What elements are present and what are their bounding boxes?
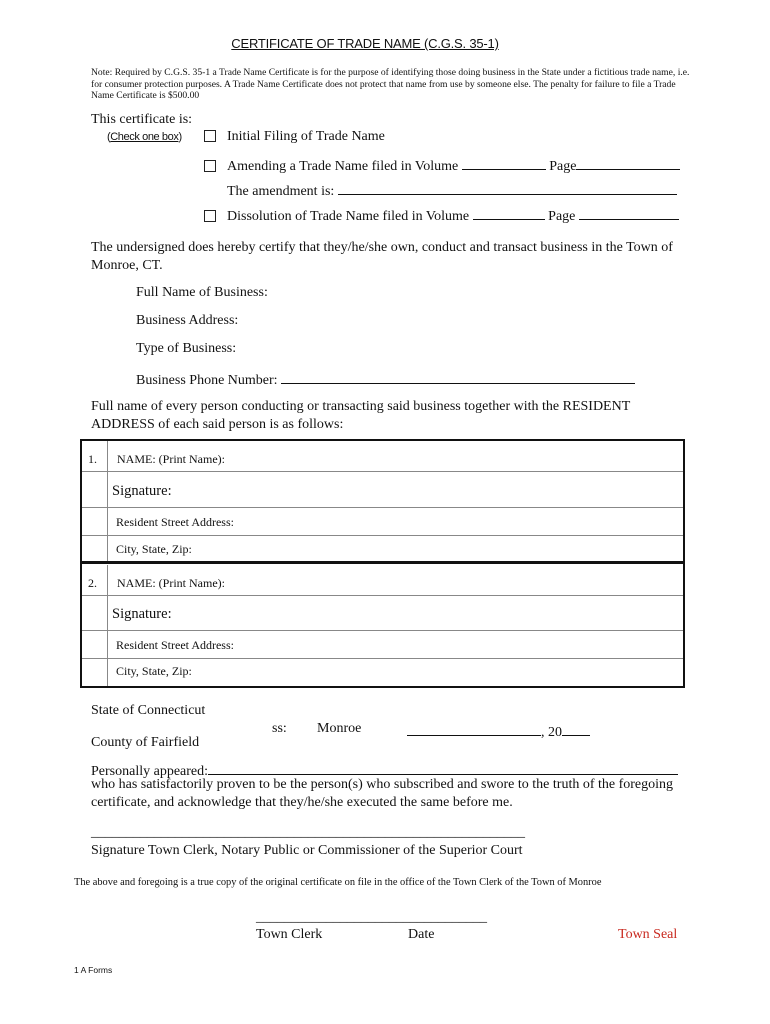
person-1-street-label: Resident Street Address:: [116, 515, 234, 529]
personally-appeared-field[interactable]: [208, 760, 678, 775]
amendment-label: The amendment is:: [227, 184, 335, 199]
person-1-name-label: NAME: (Print Name):: [117, 452, 225, 466]
business-address-label: Business Address:: [136, 313, 239, 328]
personally-appeared-label: Personally appeared:: [91, 764, 209, 779]
person-2-name-row[interactable]: [82, 565, 683, 596]
amending-row: [227, 155, 680, 175]
person-1-city-label: City, State, Zip:: [116, 542, 192, 556]
check-one-open: (: [107, 131, 111, 143]
person-2-city-label: City, State, Zip:: [116, 664, 192, 678]
date-label: Date: [408, 927, 435, 942]
check-one-close: ): [178, 131, 182, 143]
person-2-number: 2.: [88, 576, 97, 590]
town-clerk-signature-line[interactable]: _________________________________: [256, 910, 487, 925]
true-copy-text: The above and foregoing is a true copy of the original certificate on file in the office of the Town Clerk of the Town of Monroe: [74, 877, 602, 888]
amending-checkbox[interactable]: [204, 160, 216, 172]
amending-volume-field[interactable]: [462, 155, 546, 170]
notary-signature-line[interactable]: ______________________________________________________________: [91, 825, 525, 840]
business-phone-row: [136, 369, 635, 389]
business-full-name-label: Full Name of Business:: [136, 285, 268, 300]
person-2-street-row[interactable]: [82, 631, 683, 659]
amendment-field[interactable]: [338, 180, 677, 195]
certify-text: The undersigned does hereby certify that they/he/she own, conduct and transact business in the Town of Monroe, CT.: [91, 240, 673, 273]
footer-form-number: 1 A Forms: [74, 965, 113, 975]
state-label: State of Connecticut: [91, 703, 206, 718]
person-2-city-row[interactable]: [82, 659, 683, 686]
check-one-text: Check one box: [110, 131, 179, 143]
person-1-name-row[interactable]: [82, 441, 683, 472]
person-1-signature-label: Signature:: [112, 483, 172, 499]
person-2-signature-row[interactable]: [82, 596, 683, 631]
notary-year-field[interactable]: [562, 721, 590, 736]
town-seal-label: Town Seal: [618, 927, 678, 942]
year-prefix: , 20: [541, 725, 562, 740]
town-clerk-label: Town Clerk: [256, 927, 323, 942]
business-phone-field[interactable]: [281, 369, 635, 384]
initial-filing-checkbox[interactable]: [204, 130, 216, 142]
notary-date-field[interactable]: [407, 721, 541, 736]
dissolution-row: [227, 205, 679, 225]
dissolution-checkbox[interactable]: [204, 210, 216, 222]
town-label: Monroe: [317, 721, 362, 736]
business-phone-label: Business Phone Number:: [136, 373, 278, 388]
check-one-hint: [107, 131, 182, 143]
person-2-signature-label: Signature:: [112, 606, 172, 622]
dissolution-volume-field[interactable]: [473, 205, 545, 220]
page-title: CERTIFICATE OF TRADE NAME (C.G.S. 35-1): [231, 36, 499, 51]
person-1-street-row[interactable]: [82, 508, 683, 536]
dissolution-page-field[interactable]: [579, 205, 679, 220]
initial-filing-label: Initial Filing of Trade Name: [227, 129, 385, 144]
business-type-label: Type of Business:: [136, 341, 237, 356]
notary-signature-caption: Signature Town Clerk, Notary Public or Commissioner of the Superior Court: [91, 843, 523, 858]
amending-page-field[interactable]: [576, 155, 680, 170]
ss-label: ss:: [272, 721, 287, 736]
notary-date-row: [407, 721, 590, 741]
dissolution-label: Dissolution of Trade Name filed in Volume: [227, 209, 470, 224]
amending-label: Amending a Trade Name filed in Volume: [227, 159, 459, 174]
dissolution-page-label: Page: [548, 209, 576, 224]
person-1-number: 1.: [88, 452, 97, 466]
person-1-city-row[interactable]: [82, 536, 683, 564]
persons-table: [80, 439, 685, 688]
amendment-row: [227, 180, 677, 200]
certificate-intro: This certificate is:: [91, 112, 193, 127]
person-1-signature-row[interactable]: [82, 472, 683, 508]
amending-page-label: Page: [549, 159, 577, 174]
person-2-name-label: NAME: (Print Name):: [117, 576, 225, 590]
proven-text: who has satisfactorily proven to be the person(s) who subscribed and swore to the truth of the foregoing certificate, and acknowledge that they/he/she executed the same before me.: [91, 777, 674, 810]
person-2-street-label: Resident Street Address:: [116, 638, 234, 652]
persons-intro: Full name of every person conducting or transacting said business together with the RESIDENT ADDRESS of each said person is as follows:: [91, 399, 631, 432]
county-label: County of Fairfield: [91, 735, 200, 750]
note-text: Note: Required by C.G.S. 35-1 a Trade Name Certificate is for the purpose of identifying those doing business in the State under a fictitious trade name, i.e. for consumer protection purposes. A Trade Name Certificate does not protect that name from use by someone else. The penalty for failure to file a Trade Name Certificate is $500.00: [91, 67, 690, 101]
